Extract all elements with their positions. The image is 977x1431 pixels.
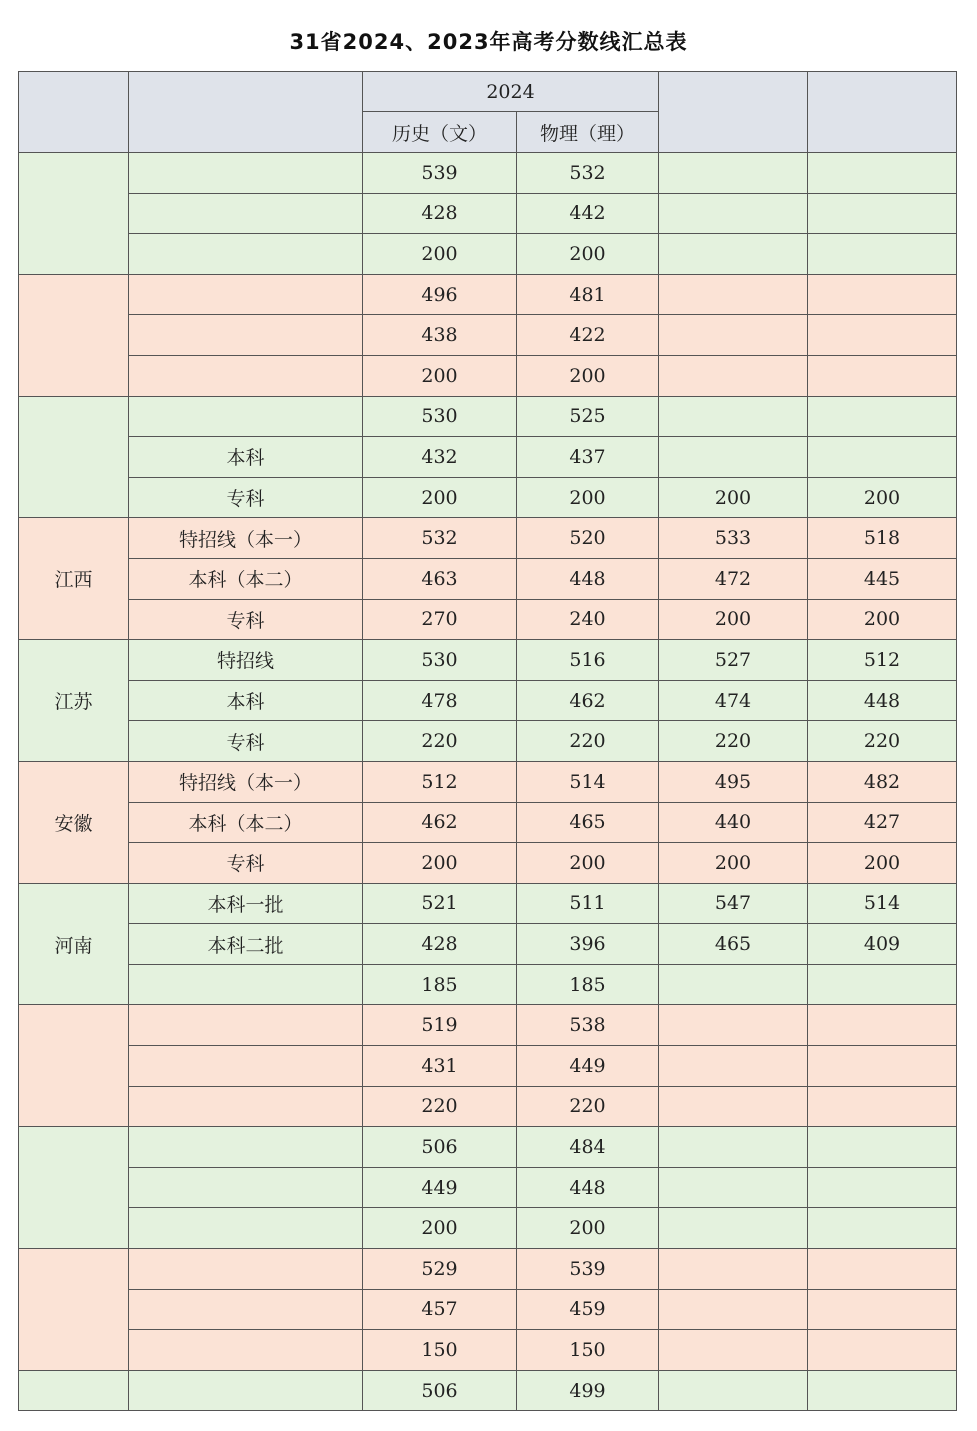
header-history: 历史（文） xyxy=(363,112,517,153)
score-cell-h23: 495 xyxy=(659,761,808,802)
tier-cell: 本科 xyxy=(129,680,363,721)
score-cell-h23: 533 xyxy=(659,518,808,559)
header-tier xyxy=(129,72,363,153)
score-cell-h24: 521 xyxy=(363,883,517,924)
score-cell-h24: 462 xyxy=(363,802,517,843)
table-row xyxy=(19,843,957,884)
score-cell-h24: 530 xyxy=(363,640,517,681)
score-cell-h24: 539 xyxy=(363,153,517,194)
score-cell-p23: 514 xyxy=(808,883,957,924)
score-cell-p23 xyxy=(808,437,957,478)
score-cell-p24: 220 xyxy=(517,1086,659,1127)
score-cell-p24: 200 xyxy=(517,234,659,275)
score-cell-h24: 200 xyxy=(363,843,517,884)
score-cell-p23 xyxy=(808,1249,957,1290)
table-row xyxy=(19,680,957,721)
table-row xyxy=(19,1249,957,1290)
score-cell-h24: 438 xyxy=(363,315,517,356)
score-cell-h23 xyxy=(659,315,808,356)
score-cell-h23: 220 xyxy=(659,721,808,762)
score-cell-h24: 506 xyxy=(363,1370,517,1411)
score-cell-h23 xyxy=(659,153,808,194)
score-cell-p24: 185 xyxy=(517,964,659,1005)
table-row xyxy=(19,234,957,275)
score-cell-h23 xyxy=(659,437,808,478)
score-cell-p24: 499 xyxy=(517,1370,659,1411)
table-row xyxy=(19,1330,957,1371)
province-cell xyxy=(19,274,129,396)
score-cell-h24: 220 xyxy=(363,1086,517,1127)
score-cell-h24: 478 xyxy=(363,680,517,721)
score-cell-p24: 200 xyxy=(517,843,659,884)
table-row xyxy=(19,1208,957,1249)
score-cell-p23: 200 xyxy=(808,843,957,884)
score-cell-p24: 150 xyxy=(517,1330,659,1371)
table-row xyxy=(19,1005,957,1046)
tier-cell xyxy=(129,153,363,194)
score-cell-h24: 449 xyxy=(363,1167,517,1208)
score-cell-h23: 465 xyxy=(659,924,808,965)
score-cell-p23: 518 xyxy=(808,518,957,559)
score-cell-p24: 514 xyxy=(517,761,659,802)
score-cell-p24: 532 xyxy=(517,153,659,194)
tier-cell: 特招线 xyxy=(129,640,363,681)
score-cell-h24: 200 xyxy=(363,355,517,396)
score-cell-h24: 512 xyxy=(363,761,517,802)
tier-cell xyxy=(129,964,363,1005)
score-cell-p23: 200 xyxy=(808,477,957,518)
score-cell-h23 xyxy=(659,1208,808,1249)
table-row xyxy=(19,1086,957,1127)
table-row xyxy=(19,315,957,356)
score-cell-p23 xyxy=(808,1005,957,1046)
score-cell-h23 xyxy=(659,274,808,315)
score-cell-h23 xyxy=(659,193,808,234)
score-cell-p23: 409 xyxy=(808,924,957,965)
score-cell-p23 xyxy=(808,396,957,437)
province-cell: 河南 xyxy=(19,883,129,1005)
score-cell-h24: 200 xyxy=(363,234,517,275)
score-cell-h24: 432 xyxy=(363,437,517,478)
table-row xyxy=(19,193,957,234)
score-cell-h24: 457 xyxy=(363,1289,517,1330)
table-row xyxy=(19,355,957,396)
score-cell-h23 xyxy=(659,964,808,1005)
table-row xyxy=(19,1046,957,1087)
score-cell-h24: 220 xyxy=(363,721,517,762)
score-cell-p23 xyxy=(808,1086,957,1127)
table-row xyxy=(19,761,957,802)
tier-cell xyxy=(129,234,363,275)
tier-cell xyxy=(129,1086,363,1127)
score-cell-p23: 448 xyxy=(808,680,957,721)
score-cell-h24: 529 xyxy=(363,1249,517,1290)
header-2023-physics xyxy=(808,72,957,153)
score-cell-h23: 527 xyxy=(659,640,808,681)
score-cell-p23 xyxy=(808,274,957,315)
score-cell-h23 xyxy=(659,1046,808,1087)
tier-cell: 本科一批 xyxy=(129,883,363,924)
province-cell: 江苏 xyxy=(19,640,129,762)
score-cell-h24: 150 xyxy=(363,1330,517,1371)
score-cell-p24: 459 xyxy=(517,1289,659,1330)
tier-cell xyxy=(129,193,363,234)
score-cell-h24: 428 xyxy=(363,193,517,234)
tier-cell xyxy=(129,1208,363,1249)
score-cell-p23: 445 xyxy=(808,558,957,599)
score-cell-p24: 538 xyxy=(517,1005,659,1046)
score-cell-h23 xyxy=(659,1086,808,1127)
score-cell-p23: 220 xyxy=(808,721,957,762)
tier-cell xyxy=(129,1046,363,1087)
table-row xyxy=(19,558,957,599)
score-cell-h24: 431 xyxy=(363,1046,517,1087)
table-row xyxy=(19,883,957,924)
table-row xyxy=(19,477,957,518)
table-row xyxy=(19,640,957,681)
table-row xyxy=(19,153,957,194)
score-cell-h23: 200 xyxy=(659,477,808,518)
score-cell-h23 xyxy=(659,234,808,275)
score-cell-h24: 532 xyxy=(363,518,517,559)
tier-cell: 专科 xyxy=(129,721,363,762)
score-cell-p24: 200 xyxy=(517,355,659,396)
tier-cell xyxy=(129,1370,363,1411)
tier-cell: 本科（本二） xyxy=(129,558,363,599)
province-cell xyxy=(19,396,129,518)
score-cell-h24: 506 xyxy=(363,1127,517,1168)
score-cell-h23: 547 xyxy=(659,883,808,924)
tier-cell: 本科（本二） xyxy=(129,802,363,843)
score-cell-p23 xyxy=(808,1127,957,1168)
header-2023-history xyxy=(659,72,808,153)
header-physics: 物理（理） xyxy=(517,112,659,153)
score-cell-p23 xyxy=(808,234,957,275)
tier-cell xyxy=(129,315,363,356)
score-cell-p23: 200 xyxy=(808,599,957,640)
score-cell-p23 xyxy=(808,193,957,234)
score-cell-h24: 496 xyxy=(363,274,517,315)
score-cell-p24: 240 xyxy=(517,599,659,640)
score-cell-p24: 525 xyxy=(517,396,659,437)
table-row xyxy=(19,396,957,437)
table-row xyxy=(19,437,957,478)
table-row xyxy=(19,274,957,315)
page-title: 31省2024、2023年高考分数线汇总表 xyxy=(289,30,688,54)
score-cell-p23 xyxy=(808,1370,957,1411)
score-cell-p23 xyxy=(808,964,957,1005)
province-cell xyxy=(19,1127,129,1249)
score-cell-h23 xyxy=(659,1127,808,1168)
table-row xyxy=(19,924,957,965)
header-province xyxy=(19,72,129,153)
score-cell-p24: 448 xyxy=(517,1167,659,1208)
score-cell-p24: 539 xyxy=(517,1249,659,1290)
score-cell-p24: 462 xyxy=(517,680,659,721)
tier-cell: 专科 xyxy=(129,843,363,884)
score-cell-p24: 442 xyxy=(517,193,659,234)
tier-cell: 专科 xyxy=(129,477,363,518)
province-cell: 安徽 xyxy=(19,761,129,883)
province-cell xyxy=(19,1005,129,1127)
tier-cell xyxy=(129,1249,363,1290)
tier-cell xyxy=(129,1289,363,1330)
score-cell-h23: 440 xyxy=(659,802,808,843)
province-cell xyxy=(19,1370,129,1411)
score-cell-p24: 484 xyxy=(517,1127,659,1168)
tier-cell xyxy=(129,1127,363,1168)
table-row xyxy=(19,964,957,1005)
table-row xyxy=(19,1167,957,1208)
tier-cell: 本科二批 xyxy=(129,924,363,965)
tier-cell xyxy=(129,355,363,396)
score-cell-p24: 448 xyxy=(517,558,659,599)
tier-cell xyxy=(129,1005,363,1046)
score-cell-h24: 270 xyxy=(363,599,517,640)
score-cell-h23 xyxy=(659,1370,808,1411)
tier-cell xyxy=(129,274,363,315)
score-cell-p23 xyxy=(808,1208,957,1249)
tier-cell: 专科 xyxy=(129,599,363,640)
score-cell-h23: 474 xyxy=(659,680,808,721)
province-cell xyxy=(19,1249,129,1371)
score-cell-p24: 200 xyxy=(517,477,659,518)
tier-cell: 特招线（本一） xyxy=(129,518,363,559)
score-cell-p23 xyxy=(808,1289,957,1330)
tier-cell xyxy=(129,1330,363,1371)
score-cell-h23 xyxy=(659,355,808,396)
score-cell-h23 xyxy=(659,396,808,437)
score-cell-p24: 437 xyxy=(517,437,659,478)
score-cell-p23: 427 xyxy=(808,802,957,843)
score-cell-h23: 200 xyxy=(659,599,808,640)
score-cell-p23 xyxy=(808,355,957,396)
table-row xyxy=(19,1370,957,1411)
score-cell-h23 xyxy=(659,1330,808,1371)
province-cell xyxy=(19,153,129,275)
score-cell-h23 xyxy=(659,1249,808,1290)
score-cell-h24: 185 xyxy=(363,964,517,1005)
tier-cell: 特招线（本一） xyxy=(129,761,363,802)
score-cell-p24: 449 xyxy=(517,1046,659,1087)
score-cell-p24: 520 xyxy=(517,518,659,559)
score-cell-p23 xyxy=(808,315,957,356)
table-row xyxy=(19,518,957,559)
score-cell-p23 xyxy=(808,153,957,194)
score-cell-p24: 220 xyxy=(517,721,659,762)
province-cell: 江西 xyxy=(19,518,129,640)
score-cell-h24: 530 xyxy=(363,396,517,437)
tier-cell xyxy=(129,1167,363,1208)
score-cell-p23 xyxy=(808,1330,957,1371)
score-cell-h23: 200 xyxy=(659,843,808,884)
score-cell-h24: 519 xyxy=(363,1005,517,1046)
score-cell-h23 xyxy=(659,1167,808,1208)
table-row xyxy=(19,802,957,843)
score-cell-p24: 481 xyxy=(517,274,659,315)
header-year-2024: 2024 xyxy=(363,72,659,112)
score-cell-p24: 396 xyxy=(517,924,659,965)
tier-cell: 本科 xyxy=(129,437,363,478)
score-cell-p24: 511 xyxy=(517,883,659,924)
table-row xyxy=(19,721,957,762)
table-row xyxy=(19,1289,957,1330)
table-row xyxy=(19,599,957,640)
score-cell-h24: 200 xyxy=(363,477,517,518)
score-cell-h24: 428 xyxy=(363,924,517,965)
tier-cell xyxy=(129,396,363,437)
score-cell-p23: 482 xyxy=(808,761,957,802)
score-table xyxy=(18,71,957,1411)
score-cell-h23 xyxy=(659,1005,808,1046)
score-cell-h24: 200 xyxy=(363,1208,517,1249)
table-body xyxy=(19,153,957,1411)
score-cell-p24: 465 xyxy=(517,802,659,843)
score-cell-p24: 200 xyxy=(517,1208,659,1249)
score-cell-p23 xyxy=(808,1167,957,1208)
score-cell-p24: 516 xyxy=(517,640,659,681)
score-cell-p23: 512 xyxy=(808,640,957,681)
table-row xyxy=(19,1127,957,1168)
score-cell-p23 xyxy=(808,1046,957,1087)
score-cell-h23 xyxy=(659,1289,808,1330)
score-cell-h23: 472 xyxy=(659,558,808,599)
score-cell-p24: 422 xyxy=(517,315,659,356)
score-cell-h24: 463 xyxy=(363,558,517,599)
